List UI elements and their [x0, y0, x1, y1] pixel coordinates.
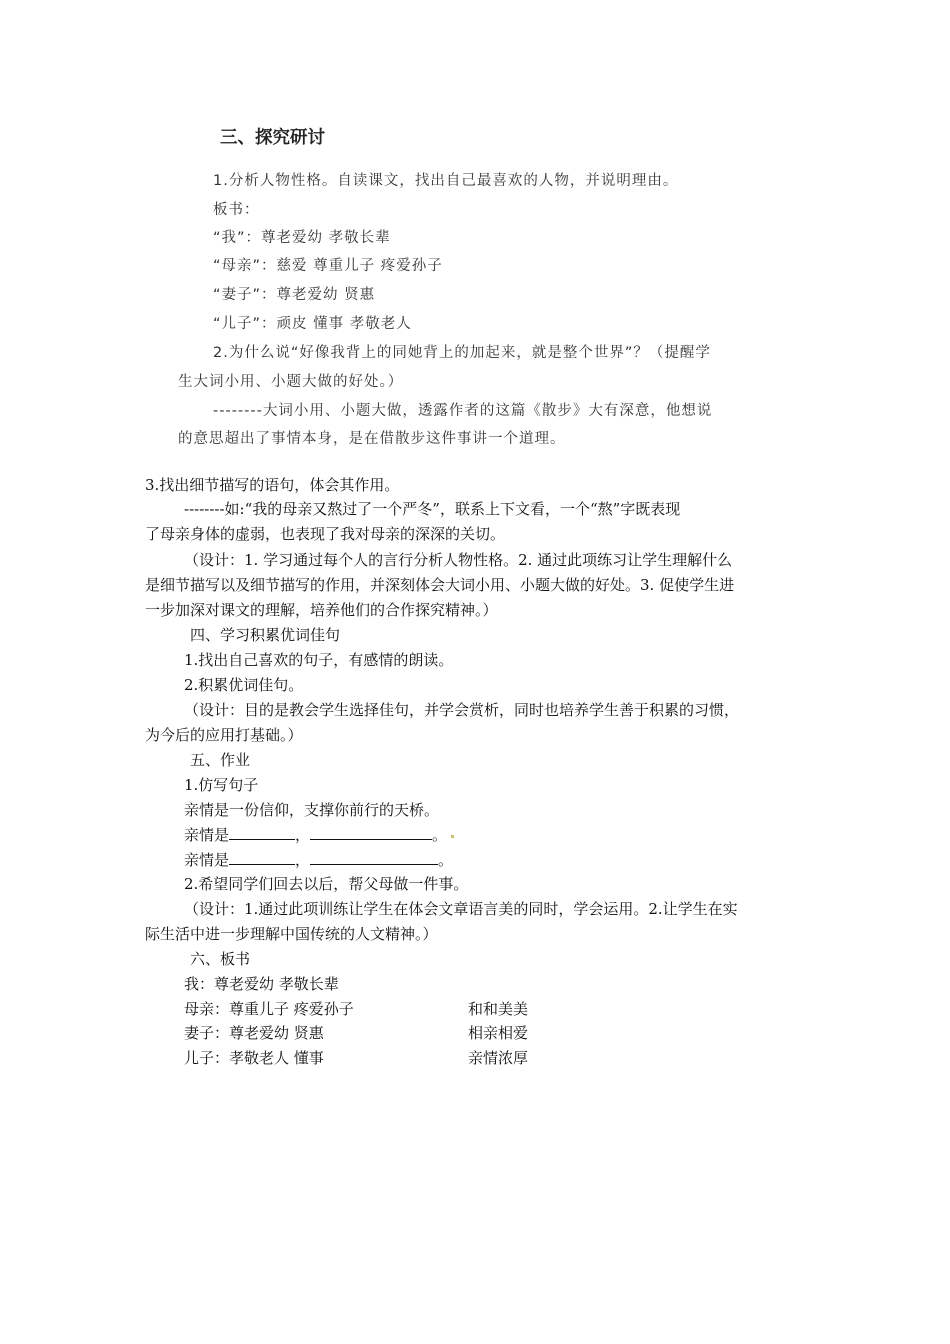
fill-prefix: 亲情是 [184, 826, 230, 844]
design-three-line-3: 一步加深对课文的理解，培养他们的合作探究精神。） [145, 601, 498, 619]
comma: ， [295, 851, 311, 869]
section-three-title: 三、探究研讨 [220, 128, 325, 148]
board-mother: “母亲”：慈爱 尊重儿子 疼爱孙子 [213, 258, 443, 274]
section-five-item-2: 2.希望同学们回去以后，帮父母做一件事。 [184, 875, 469, 893]
board-son: “儿子”：顽皮 懂事 孝敬老人 [213, 316, 412, 332]
board-row-left: 妻子：尊老爱幼 贤惠 [184, 1024, 324, 1042]
period: 。 [432, 826, 448, 844]
period: 。 [438, 851, 454, 869]
board-wo: “我”：尊老爱幼 孝敬长辈 [213, 230, 391, 246]
question-two-line-1: 2.为什么说“好像我背上的同她背上的加起来，就是整个世界”？（提醒学 [213, 345, 711, 361]
fill-prefix: 亲情是 [184, 851, 230, 869]
section-five-item-1: 1.仿写句子 [184, 776, 259, 794]
board-row [184, 1048, 784, 1068]
board-wife: “妻子”：尊老爱幼 贤惠 [213, 287, 376, 303]
board-row [184, 999, 784, 1019]
board-label: 板书： [213, 202, 260, 218]
board-row-right: 亲情浓厚 [468, 1049, 529, 1067]
design-three-line-2: 是细节描写以及细节描写的作用，并深刻体会大词小用、小题大做的好处。3. 促使学生进 [145, 576, 735, 594]
fill-in-line-1 [184, 825, 454, 845]
board-row-left: 儿子：孝敬老人 懂事 [184, 1049, 324, 1067]
fill-in-line-2 [184, 850, 453, 870]
example-line-2: 了母亲身体的虚弱，也表现了我对母亲的深深的关切。 [145, 525, 506, 543]
question-two-line-2: 生大词小用、小题大做的好处。） [178, 374, 404, 390]
comma: ， [295, 826, 311, 844]
section-six-title: 六、板书 [190, 950, 251, 968]
blank-field[interactable] [310, 850, 438, 865]
question-three: 3.找出细节描写的语句，体会其作用。 [145, 476, 400, 494]
board-row-right: 和和美美 [468, 1000, 529, 1018]
example-line-1: --------如:“我的母亲又熬过了一个严冬”，联系上下文看，一个“熬”字既表现 [184, 500, 681, 518]
answer-line-1: --------大词小用、小题大做，透露作者的这篇《散步》大有深意，他想说 [213, 403, 713, 419]
section-five-title: 五、作业 [190, 751, 251, 769]
board-row-left: 母亲：尊重儿子 疼爱孙子 [184, 1000, 354, 1018]
section-four-item-2: 2.积累优词佳句。 [184, 676, 304, 694]
question-one: 1.分析人物性格。自读课文，找出自己最喜欢的人物，并说明理由。 [213, 173, 679, 189]
section-four-title: 四、学习积累优词佳句 [190, 626, 341, 644]
design-four-line-1: （设计：目的是教会学生选择佳句，并学会赏析，同时也培养学生善于积累的习惯， [184, 701, 740, 719]
board-row-left: 我：尊老爱幼 孝敬长辈 [184, 975, 339, 993]
board-row [184, 1023, 784, 1043]
board-row [184, 974, 339, 994]
blank-field[interactable] [229, 825, 295, 840]
design-four-line-2: 为今后的应用打基础。） [145, 726, 303, 744]
board-row-right: 相亲相爱 [468, 1024, 529, 1042]
sample-sentence: 亲情是一份信仰，支撑你前行的天桥。 [184, 801, 440, 819]
scan-speck [451, 835, 454, 838]
section-four-item-1: 1.找出自己喜欢的句子，有感情的朗读。 [184, 651, 454, 669]
answer-line-2: 的意思超出了事情本身，是在借散步这件事讲一个道理。 [178, 431, 566, 447]
design-five-line-1: （设计：1.通过此项训练让学生在体会文章语言美的同时，学会运用。2.让学生在实 [184, 900, 738, 918]
design-three-line-1: （设计：1. 学习通过每个人的言行分析人物性格。2. 通过此项练习让学生理解什么 [184, 551, 733, 569]
blank-field[interactable] [310, 825, 432, 840]
design-five-line-2: 际生活中进一步理解中国传统的人文精神。） [145, 925, 438, 943]
blank-field[interactable] [229, 850, 295, 865]
